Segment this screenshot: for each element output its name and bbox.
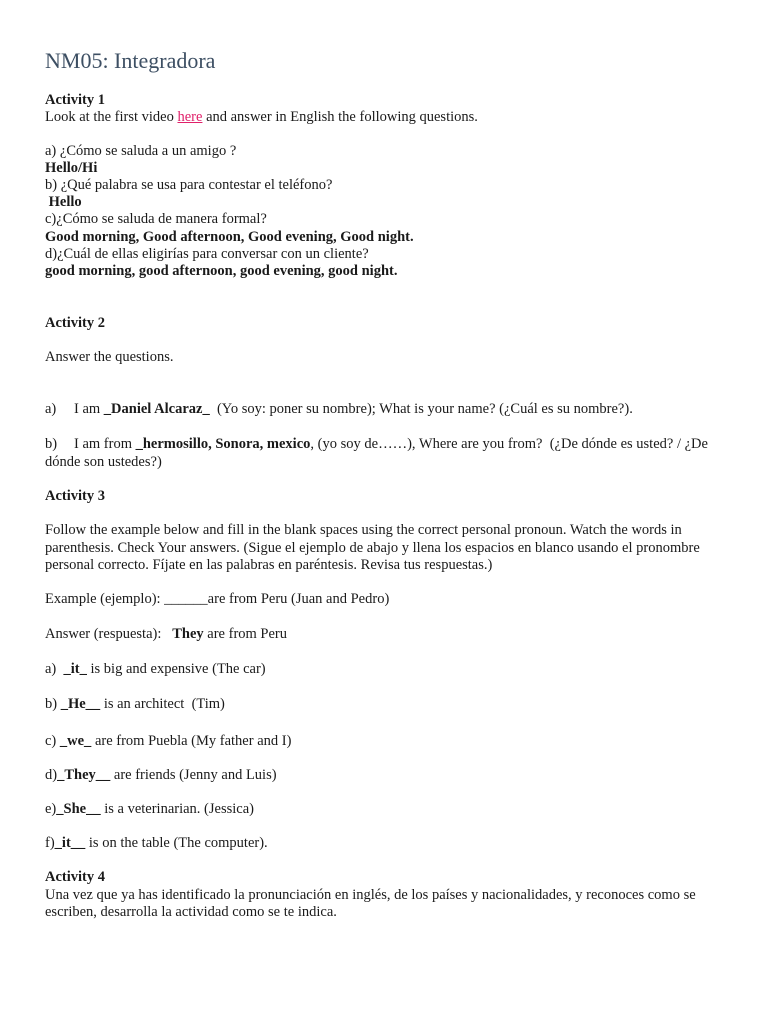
activity-4-heading: Activity 4 [45,869,105,885]
answer-a: Hello/Hi [45,160,98,176]
pronoun-item-f [45,835,268,852]
example-answer [45,626,287,643]
activity-1-heading: Activity 1 [45,92,105,108]
activity-2-item-b [45,436,708,453]
item-marker: b) [45,436,58,452]
pronoun-item-d [45,767,277,784]
pronoun-item-c [45,733,291,750]
intro-text: Look at the first video [45,109,178,125]
example-line: Example (ejemplo): ______are from Peru (Juan and Pedro) [45,591,390,607]
question-d: d)¿Cuál de ellas eligirías para conversar con un cliente? [45,246,369,262]
item-answer: _we_ [59,733,92,749]
item-answer: _it_ [63,661,87,677]
answer-label: Answer (respuesta): [45,626,173,642]
question-a: a) ¿Cómo se saluda a un amigo ? [45,143,237,159]
activity-3-heading: Activity 3 [45,488,105,504]
item-text: is on the table (The computer). [85,835,268,851]
answer-b: Hello [45,194,82,210]
item-text: (Yo soy: poner su nombre); What is your name? (¿Cuál es su nombre?). [209,401,633,417]
activity-2-intro: Answer the questions. [45,349,174,365]
item-text: is a veterinarian. (Jessica) [100,801,254,817]
item-text: I am [74,401,104,417]
item-text: are from Puebla (My father and I) [91,733,292,749]
item-answer: _it__ [54,835,86,851]
activity-4-text-line: escriben, desarrolla la actividad como se te indica. [45,904,337,920]
activity-3-intro-line: personal correcto. Fíjate en las palabras en paréntesis. Revisa tus respuestas.) [45,557,493,573]
item-text: I am from [74,436,136,452]
activity-3-intro-line: parenthesis. Check Your answers. (Sigue el ejemplo de abajo y llena los espacios en blanco usando el pronombre [45,540,700,556]
pronoun-item-b [45,696,225,713]
answer-c: Good morning, Good afternoon, Good evening, Good night. [45,229,414,245]
item-text: is big and expensive (The car) [86,661,266,677]
pronoun-item-a [45,661,266,678]
item-text: is an architect (Tim) [100,696,225,712]
page-title: NM05: Integradora [45,48,216,73]
activity-2-heading: Activity 2 [45,315,105,331]
item-text: , (yo soy de……), Where are you from? (¿De dónde es usted? / ¿De [310,436,708,452]
item-answer: _hermosillo, Sonora, mexico [135,436,311,452]
item-answer: _He__ [60,696,101,712]
item-marker: a) [45,401,57,417]
item-marker: d) [45,767,58,783]
item-answer: _They__ [57,767,111,783]
item-marker: a) [45,661,64,677]
question-c: c)¿Cómo se saluda de manera formal? [45,211,267,227]
item-marker: c) [45,733,60,749]
activity-1-intro [45,109,478,126]
intro-text: and answer in English the following questions. [202,109,478,125]
item-marker: b) [45,696,61,712]
item-answer: _She__ [56,801,101,817]
question-b: b) ¿Qué palabra se usa para contestar el teléfono? [45,177,333,193]
activity-3-intro-line: Follow the example below and fill in the blank spaces using the correct personal pronoun. Watch the words in [45,522,682,538]
activity-2-item-b-cont: dónde son ustedes?) [45,454,162,470]
answer-d: good morning, good afternoon, good evening, good night. [45,263,398,279]
item-marker: f) [45,835,55,851]
answer-pronoun: They [172,626,204,642]
pronoun-item-e [45,801,254,818]
activity-2-item-a [45,401,633,418]
item-text: are friends (Jenny and Luis) [110,767,277,783]
answer-rest: are from Peru [203,626,288,642]
item-marker: e) [45,801,57,817]
activity-4-text-line: Una vez que ya has identificado la pronunciación en inglés, de los países y nacionalidades, y reconoces como se [45,887,696,903]
video-link[interactable]: here [177,109,203,125]
item-answer: _Daniel Alcaraz_ [103,401,210,417]
